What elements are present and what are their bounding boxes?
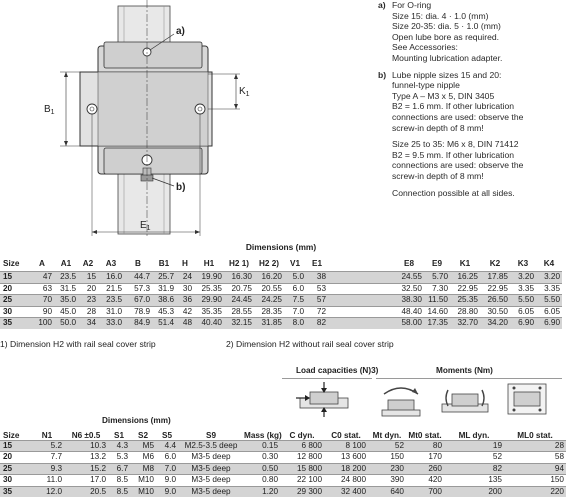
- table-cell: 20: [0, 283, 30, 295]
- table-cell: 15 800: [280, 463, 324, 474]
- table-cell: 8.5: [108, 486, 130, 497]
- table-cell: M10: [130, 475, 156, 486]
- column-header: K1: [459, 258, 471, 268]
- column-header: Size: [3, 258, 20, 268]
- column-header: [328, 255, 350, 272]
- table-cell: 5.70: [424, 272, 450, 284]
- moment-ml0-icon: [504, 380, 550, 420]
- note-a-line: Size 15: dia. 4 · 1.0 (mm): [392, 10, 489, 21]
- table-cell: 12.0: [30, 486, 64, 497]
- table-cell: 52: [368, 441, 406, 452]
- table-cell: 5.3: [108, 452, 130, 463]
- moments-title-rule: [376, 378, 562, 379]
- table-cell: 35.35: [194, 306, 224, 318]
- table-cell: 24.25: [254, 295, 284, 307]
- table-cell: 22.95: [450, 283, 480, 295]
- table-cell: 32.50: [394, 283, 424, 295]
- table-cell: 15: [0, 441, 30, 452]
- table-cell: 78.9: [124, 306, 152, 318]
- table-cell: 38.30: [394, 295, 424, 307]
- table-cell: 13.2: [64, 452, 108, 463]
- table-cell: 25.35: [194, 283, 224, 295]
- column-header: C dyn.: [289, 431, 315, 440]
- table-cell: 38.6: [152, 295, 176, 307]
- table-cell: 24 800: [324, 475, 368, 486]
- table-row: [0, 283, 562, 295]
- table-cell: 30: [0, 475, 30, 486]
- column-header: N1: [41, 431, 53, 440]
- table-cell: 3.20: [536, 272, 562, 284]
- table-cell: 7.5: [284, 295, 306, 307]
- table-cell: [350, 295, 372, 307]
- table-cell: 57: [306, 295, 328, 307]
- note-b-line: B2 = 1.6 mm. If other lubrication: [392, 101, 515, 112]
- table-cell: 29 300: [280, 486, 324, 497]
- table-cell: 31.9: [152, 283, 176, 295]
- table-cell: 14.60: [424, 306, 450, 318]
- column-header: A3: [105, 258, 117, 268]
- table-cell: M8: [130, 463, 156, 474]
- load-capacities-title: Load capacities (N)3): [296, 366, 379, 375]
- table-cell: 11.0: [30, 475, 64, 486]
- table-cell: 82: [306, 318, 328, 329]
- table-cell: 94: [504, 463, 566, 474]
- table-cell: 33.0: [98, 318, 124, 329]
- column-header: A: [39, 258, 45, 268]
- column-header: Mt0 stat.: [408, 431, 442, 440]
- table-cell: 31.5: [54, 283, 78, 295]
- note-b-line: screw-in depth of 8 mm!: [392, 170, 484, 181]
- column-header: E1: [311, 258, 322, 268]
- table-cell: 63: [30, 283, 54, 295]
- table-cell: 4.4: [156, 441, 178, 452]
- note-a-line: See Accessories:: [392, 42, 458, 53]
- table-cell: 7.30: [424, 283, 450, 295]
- note-a-label: a): [378, 0, 386, 10]
- table-cell: [328, 318, 350, 329]
- table-cell: 4.3: [108, 441, 130, 452]
- table-cell: 420: [406, 475, 444, 486]
- table-cell: [350, 306, 372, 318]
- note-b-line: Connection possible at all sides.: [392, 187, 515, 198]
- table-cell: 10.3: [64, 441, 108, 452]
- table-cell: 6.0: [284, 283, 306, 295]
- table2-header-row: [0, 426, 566, 441]
- load-capacity-icon: [296, 382, 352, 418]
- note-a-line: Open lube bore as required.: [392, 31, 500, 42]
- table-cell: 45.0: [54, 306, 78, 318]
- footnote-1: 1) Dimension H2 with rail seal cover strip: [0, 339, 156, 349]
- table-cell: 1.20: [244, 486, 280, 497]
- table1-header-row: [0, 255, 562, 272]
- column-header: K2: [489, 258, 501, 268]
- table-cell: 16.0: [98, 272, 124, 284]
- table-cell: 26.50: [480, 295, 510, 307]
- table-cell: 34.20: [480, 318, 510, 329]
- table-cell: 6 800: [280, 441, 324, 452]
- column-header: H2 1): [228, 258, 250, 268]
- table-cell: 7.0: [284, 306, 306, 318]
- table-cell: 13 600: [324, 452, 368, 463]
- table-cell: 52: [444, 452, 504, 463]
- table-cell: M10: [130, 486, 156, 497]
- table-cell: 30.50: [480, 306, 510, 318]
- moments-title: Moments (Nm): [436, 366, 493, 375]
- table-cell: M3-5 deep: [178, 463, 244, 474]
- table-cell: M3-5 deep: [178, 486, 244, 497]
- table-cell: 16.20: [254, 272, 284, 284]
- table-cell: [372, 318, 394, 329]
- table-row: [0, 463, 566, 474]
- table-cell: 32.70: [450, 318, 480, 329]
- table-cell: [328, 272, 350, 284]
- table-row: [0, 272, 562, 284]
- table-cell: 20.55: [254, 283, 284, 295]
- table-cell: 15: [78, 272, 98, 284]
- callout-a: a): [176, 26, 185, 37]
- table-cell: 3.20: [510, 272, 536, 284]
- table-cell: 9.0: [156, 475, 178, 486]
- table-cell: 5.50: [510, 295, 536, 307]
- table-cell: M6: [130, 452, 156, 463]
- table-cell: 35: [0, 318, 30, 329]
- table-cell: 8 100: [324, 441, 368, 452]
- table-cell: [372, 272, 394, 284]
- table-cell: 19: [444, 441, 504, 452]
- column-header: S2: [137, 431, 148, 440]
- note-a-line: Size 20-35: dia. 5 · 1.0 (mm): [392, 21, 501, 32]
- column-header: ML dyn.: [458, 431, 490, 440]
- column-header: A2: [82, 258, 94, 268]
- table-cell: 230: [368, 463, 406, 474]
- table-cell: 28.35: [254, 306, 284, 318]
- table-cell: 28.55: [224, 306, 254, 318]
- table-cell: 0.80: [244, 475, 280, 486]
- table-cell: 19.90: [194, 272, 224, 284]
- table-cell: 90: [30, 306, 54, 318]
- column-header: Size: [3, 431, 20, 440]
- table-cell: 9.0: [156, 486, 178, 497]
- table-cell: 28.80: [450, 306, 480, 318]
- table-cell: 36: [176, 295, 194, 307]
- table-cell: 260: [406, 463, 444, 474]
- note-b: [378, 70, 562, 199]
- table-cell: 53: [306, 283, 328, 295]
- dim-B1: $B_1$: [44, 104, 55, 116]
- note-b-line: connections are used: observe the: [392, 160, 524, 171]
- column-header: N6 ±0.5: [71, 431, 101, 440]
- note-b-label: b): [378, 69, 387, 80]
- column-header: C0 stat.: [331, 431, 361, 440]
- table-cell: 6.7: [108, 463, 130, 474]
- note-b-line: Lube nipple sizes 15 and 20:: [392, 69, 502, 80]
- callout-b: b): [176, 182, 186, 193]
- column-header: ML0 stat.: [517, 431, 553, 440]
- table-cell: 22.95: [480, 283, 510, 295]
- table-cell: 45.3: [152, 306, 176, 318]
- table-cell: M3-5 deep: [178, 475, 244, 486]
- note-b-line: funnel-type nipple: [392, 80, 460, 91]
- table-cell: 7.7: [30, 452, 64, 463]
- table-cell: [372, 306, 394, 318]
- column-header: B1: [158, 258, 170, 268]
- table-cell: 48.40: [394, 306, 424, 318]
- table-cell: 48: [176, 318, 194, 329]
- table-cell: 84.9: [124, 318, 152, 329]
- table-cell: 17.85: [480, 272, 510, 284]
- note-b-line: Type A – M3 x 5, DIN 3405: [392, 90, 495, 101]
- table-cell: 32 400: [324, 486, 368, 497]
- column-header: B: [135, 258, 141, 268]
- table-row: [0, 318, 562, 329]
- table-row: [0, 306, 562, 318]
- moment-ml-icon: [440, 386, 490, 416]
- table-cell: 67.0: [124, 295, 152, 307]
- table-cell: 6.90: [536, 318, 562, 329]
- column-header: K3: [517, 258, 529, 268]
- table-row: [0, 486, 566, 497]
- side-hole-right: [195, 104, 205, 114]
- dimensions-table: [0, 255, 562, 329]
- table-cell: 0.50: [244, 463, 280, 474]
- table-cell: 34: [78, 318, 98, 329]
- table-cell: 35.0: [54, 295, 78, 307]
- table-cell: 0.30: [244, 452, 280, 463]
- table-cell: 23.5: [98, 295, 124, 307]
- table-cell: [350, 272, 372, 284]
- column-header: S5: [161, 431, 172, 440]
- table-cell: 28: [504, 441, 566, 452]
- table-cell: 42: [176, 306, 194, 318]
- table-cell: 24.55: [394, 272, 424, 284]
- table-cell: 6.0: [156, 452, 178, 463]
- table-cell: 6.05: [510, 306, 536, 318]
- table-cell: 7.0: [156, 463, 178, 474]
- note-b-line: connections are used: observe the: [392, 111, 524, 122]
- column-header: [350, 255, 372, 272]
- column-header: V1: [289, 258, 300, 268]
- table-cell: 24.45: [224, 295, 254, 307]
- load-capacities-table: [0, 426, 566, 497]
- column-header: K4: [543, 258, 555, 268]
- table-cell: 5.2: [30, 441, 64, 452]
- table-cell: 5.50: [536, 295, 562, 307]
- table-cell: 31.85: [254, 318, 284, 329]
- table-cell: 30: [0, 306, 30, 318]
- table-cell: [350, 283, 372, 295]
- table-cell: [350, 318, 372, 329]
- moment-mt-icon: [378, 380, 424, 420]
- load-title-rule: [282, 378, 372, 379]
- column-header: S1: [113, 431, 124, 440]
- table-cell: 40.40: [194, 318, 224, 329]
- table-cell: 0.15: [244, 441, 280, 452]
- column-header: E8: [403, 258, 414, 268]
- table-cell: 25.35: [450, 295, 480, 307]
- notes-panel: [378, 0, 562, 198]
- table-cell: 24: [176, 272, 194, 284]
- table-cell: 20.5: [64, 486, 108, 497]
- table-cell: [328, 306, 350, 318]
- table-cell: M3-5 deep: [178, 452, 244, 463]
- table-cell: 700: [406, 486, 444, 497]
- table-cell: 25: [0, 463, 30, 474]
- table-cell: 3.35: [510, 283, 536, 295]
- footnote-2: 2) Dimension H2 without rail seal cover strip: [226, 339, 394, 349]
- column-header: E9: [431, 258, 442, 268]
- table-cell: 16.25: [450, 272, 480, 284]
- table-cell: 72: [306, 306, 328, 318]
- side-hole-left: [87, 104, 97, 114]
- table-cell: [372, 295, 394, 307]
- column-header: [372, 255, 394, 272]
- table-cell: 22 100: [280, 475, 324, 486]
- table1-title: Dimensions (mm): [245, 242, 317, 252]
- table-cell: 220: [504, 486, 566, 497]
- table-cell: 8.0: [284, 318, 306, 329]
- table-cell: [328, 295, 350, 307]
- table-cell: 30: [176, 283, 194, 295]
- table-cell: 29.90: [194, 295, 224, 307]
- table-cell: 20: [0, 452, 30, 463]
- table-cell: 25: [0, 295, 30, 307]
- table-cell: 200: [444, 486, 504, 497]
- technical-drawing: [0, 0, 270, 238]
- column-header: Mt dyn.: [372, 431, 402, 440]
- table-cell: 38: [306, 272, 328, 284]
- table-cell: 135: [444, 475, 504, 486]
- table-cell: 8.5: [108, 475, 130, 486]
- table-cell: 6.90: [510, 318, 536, 329]
- table-cell: 3.35: [536, 283, 562, 295]
- table-cell: [328, 283, 350, 295]
- table-cell: 150: [504, 475, 566, 486]
- table-cell: 5.0: [284, 272, 306, 284]
- end-seal-top: [104, 42, 202, 68]
- dim-E1: $E_1$: [140, 220, 151, 232]
- table-cell: 640: [368, 486, 406, 497]
- table-cell: 16.30: [224, 272, 254, 284]
- column-header: H: [182, 258, 188, 268]
- table-cell: 44.7: [124, 272, 152, 284]
- column-header: S9: [205, 431, 216, 440]
- table-cell: M5: [130, 441, 156, 452]
- table-cell: 50.0: [54, 318, 78, 329]
- note-b-line: screw-in depth of 8 mm!: [392, 122, 484, 133]
- table-cell: 28: [78, 306, 98, 318]
- table-cell: 57.3: [124, 283, 152, 295]
- table-row: [0, 295, 562, 307]
- table-cell: 35: [0, 486, 30, 497]
- note-a-line: For O-ring: [392, 0, 432, 10]
- table-cell: 11.50: [424, 295, 450, 307]
- table-cell: 20: [78, 283, 98, 295]
- table-cell: M2.5-3.5 deep: [178, 441, 244, 452]
- note-a-line: Mounting lubrication adapter.: [392, 52, 503, 63]
- table-cell: 51.4: [152, 318, 176, 329]
- table-cell: 170: [406, 452, 444, 463]
- table-cell: [372, 283, 394, 295]
- note-b-line: Size 25 to 35: M6 x 8, DIN 71412: [392, 139, 519, 150]
- table-cell: 31.0: [98, 306, 124, 318]
- table-cell: 80: [406, 441, 444, 452]
- table-cell: 23.5: [54, 272, 78, 284]
- table-cell: 150: [368, 452, 406, 463]
- table-cell: 47: [30, 272, 54, 284]
- table-cell: 390: [368, 475, 406, 486]
- column-header: H2 2): [258, 258, 280, 268]
- table2-dims-title: Dimensions (mm): [102, 416, 171, 425]
- table-cell: 82: [444, 463, 504, 474]
- table-cell: 70: [30, 295, 54, 307]
- column-header: H1: [203, 258, 215, 268]
- end-seal-bottom: [104, 148, 202, 174]
- table-cell: 15: [0, 272, 30, 284]
- table-cell: 100: [30, 318, 54, 329]
- table-cell: 58: [504, 452, 566, 463]
- table-cell: 6.05: [536, 306, 562, 318]
- table-row: [0, 441, 566, 452]
- table-cell: 18 200: [324, 463, 368, 474]
- table-cell: 17.35: [424, 318, 450, 329]
- table-cell: 20.75: [224, 283, 254, 295]
- table-cell: 25.7: [152, 272, 176, 284]
- dim-K1: $K_1$: [239, 86, 250, 98]
- table-cell: 21.5: [98, 283, 124, 295]
- table-cell: 58.00: [394, 318, 424, 329]
- table-row: [0, 475, 566, 486]
- table-cell: 32.15: [224, 318, 254, 329]
- column-header: Mass (kg): [244, 431, 282, 440]
- note-a: [378, 0, 562, 64]
- note-b-line: B2 = 9.5 mm. If other lubrication: [392, 149, 515, 160]
- table-row: [0, 452, 566, 463]
- table-cell: 17.0: [64, 475, 108, 486]
- table-cell: 15.2: [64, 463, 108, 474]
- table-cell: 23: [78, 295, 98, 307]
- column-header: A1: [60, 258, 72, 268]
- table-cell: 9.3: [30, 463, 64, 474]
- table-cell: 12 800: [280, 452, 324, 463]
